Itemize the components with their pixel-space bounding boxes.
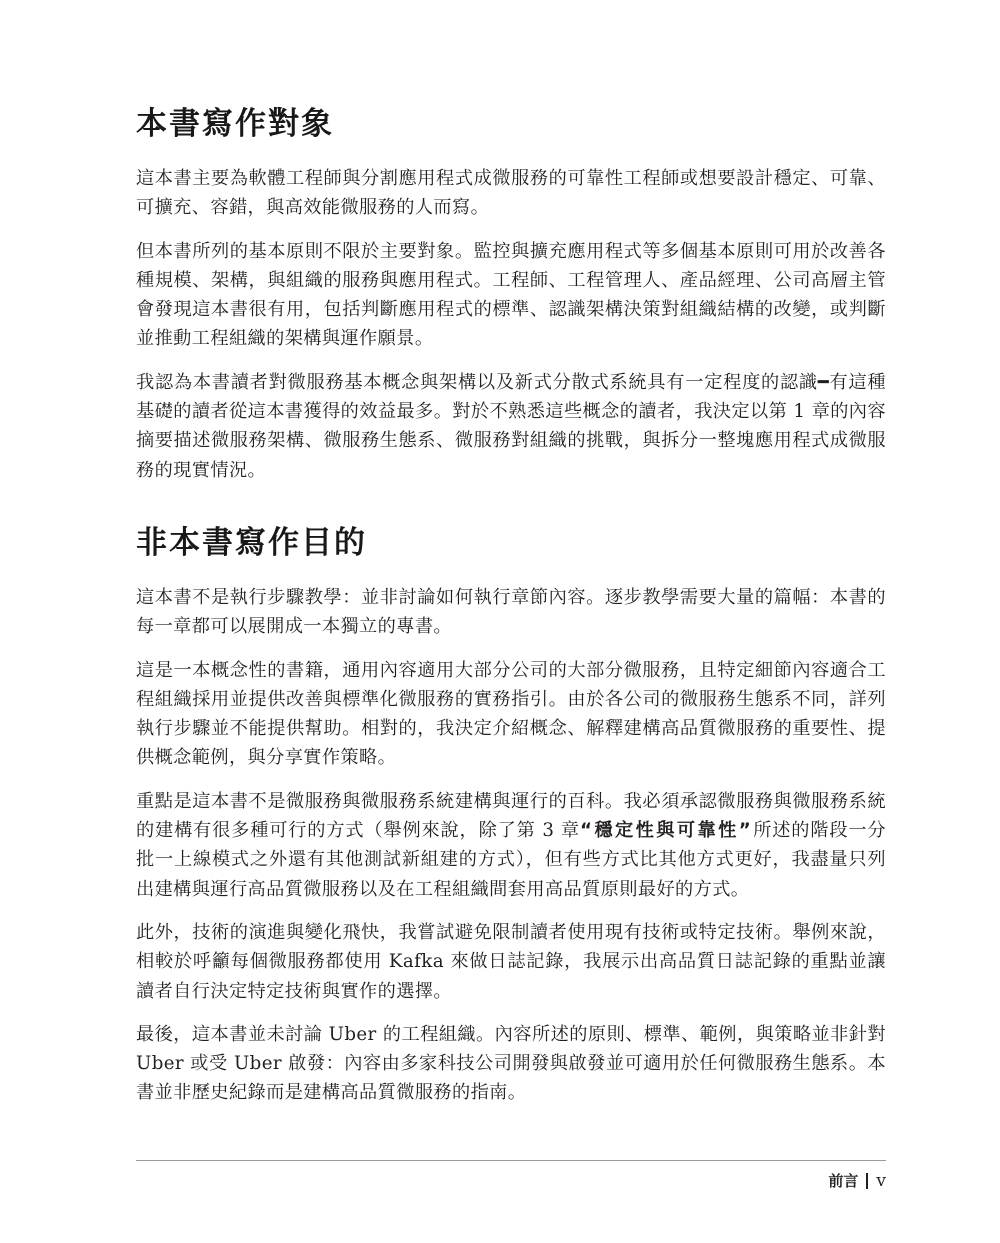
footer-section-label: 前言 <box>828 1172 859 1190</box>
paragraph: 這本書不是執行步驟教學：並非討論如何執行章節內容。逐步教學需要大量的篇幅：本書的每一章都可以展開成一本獨立的專書。 <box>136 586 886 638</box>
section-heading-non-goals: 非本書寫作目的 <box>136 524 367 561</box>
paragraph <box>136 787 886 904</box>
paragraph: 但本書所列的基本原則不限於主要對象。監控與擴充應用程式等多個基本原則可用於改善各種規模、架構，與組織的服務與應用程式。工程師、工程管理人、產品經理、公司高層主管會發現這本書很有用，包括判斷應用程式的標準、認識架構決策對組織結構的改變，或判斷並推動工程組織的架構與運作願景。 <box>136 240 886 350</box>
section-heading-audience: 本書寫作對象 <box>136 106 334 142</box>
paragraph-text: 重點是這本書不是微服務與微服務系統建構與運行的百科。我必須承認微服務與微服務系統的建構有很多種可行的方式（舉例來說，除了第 3 章 <box>136 790 886 842</box>
paragraph: 此外，技術的演進與變化飛快，我嘗試避免限制讀者使用現有技術或特定技術。舉例來說，相較於呼籲每個微服務都使用 Kafka 來做日誌記錄，我展示出高品質日誌記錄的重點並讓讀者自行決定特定技術與實作的選擇。 <box>136 921 886 1002</box>
chapter-reference: “穩定性與可靠性” <box>579 820 753 842</box>
paragraph: 我認為本書讀者對微服務基本概念與架構以及新式分散式系統具有一定程度的認識━有這種基礎的讀者從這本書獲得的效益最多。對於不熟悉這些概念的讀者，我決定以第 1 章的內容摘要描述微服務架構、微服務生態系、微服務對組織的挑戰，與拆分一整塊應用程式成微服務的現實情況。 <box>136 371 886 481</box>
footer-separator <box>866 1173 868 1189</box>
page-number: v <box>876 1170 886 1191</box>
paragraph: 這是一本概念性的書籍，通用內容適用大部分公司的大部分微服務，且特定細節內容適合工程組織採用並提供改善與標準化微服務的實務指引。由於各公司的微服務生態系不同，詳列執行步驟並不能提供幫助。相對的，我決定介紹概念、解釋建構高品質微服務的重要性、提供概念範例，與分享實作策略。 <box>136 659 886 769</box>
paragraph: 這本書主要為軟體工程師與分割應用程式成微服務的可靠性工程師或想要設計穩定、可靠、可擴充、容錯，與高效能微服務的人而寫。 <box>136 168 886 219</box>
paragraph: 最後，這本書並未討論 Uber 的工程組織。內容所述的原則、標準、範例，與策略並非針對 Uber 或受 Uber 啟發：內容由多家科技公司開發與啟發並可適用於任何微服務生態系。本書並非歷史紀錄而是建構高品質微服務的指南。 <box>136 1023 886 1104</box>
footer-divider <box>136 1160 886 1161</box>
page-footer <box>828 1170 886 1191</box>
paragraph-text: 所述的階段一分批一上線模式之外還有其他測試新組建的方式），但有些方式比其他方式更好，我盡量只列出建構與運行高品質微服務以及在工程組織間套用高品質原則最好的方式。 <box>136 820 886 900</box>
page-body <box>136 100 886 1122</box>
